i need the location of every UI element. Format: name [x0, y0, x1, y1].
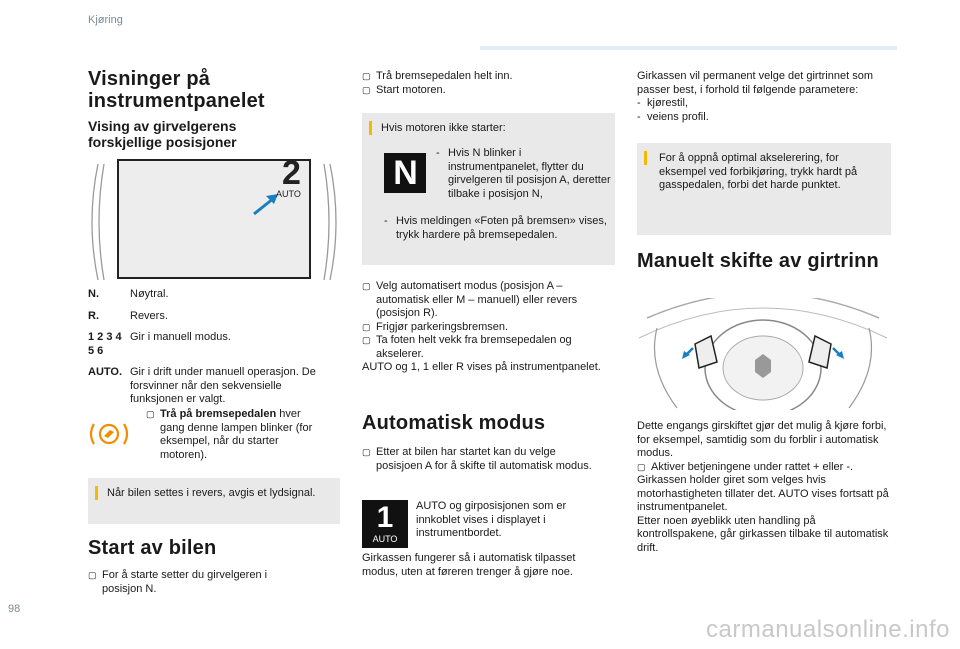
brake-note-text: hver gang denne lampen blinker (for eksempel, når du starter motoren).	[160, 408, 313, 461]
definition-term: R.	[88, 309, 99, 322]
column-2-top-steps	[362, 70, 612, 97]
auto-gear-tile	[362, 500, 408, 548]
square-bullet-icon: ▢	[88, 570, 97, 580]
manual-shift-title: Manuelt skifte av girtrinn	[637, 250, 879, 272]
column-2-mid-steps	[362, 280, 612, 375]
auto-step	[362, 446, 592, 473]
auto-tile-text: AUTO og girposisjonen som er innkoblet vises i displayet i instrumentbordet.	[416, 500, 567, 539]
step-text: Velg automatisert modus (posisjon A – automatisk eller M – manuell) eller revers (posisjon R).	[376, 280, 578, 319]
instrument-cluster-icon	[88, 152, 340, 282]
display-gear-value: 2	[282, 154, 301, 192]
param-item: kjørestil,	[647, 97, 688, 109]
square-bullet-icon: ▢	[637, 461, 646, 472]
definition-term: AUTO.	[88, 366, 123, 378]
manual-para-2: Girkassen holder giret som velges hvis motorhastigheten tillater det. AUTO vises fortsatt på instrumentpanelet.	[637, 474, 889, 513]
info-item-text: Hvis N blinker i instrumentpanelet, flytter du girvelgeren til posisjon A, deretter tilbake i posisjon N,	[448, 147, 611, 200]
n-gear-glyph: N	[393, 154, 417, 192]
auto-closing-text: Girkassen fungerer så i automatisk tilpasset modus, uten at føreren trenger å gjøre noe.	[362, 552, 576, 578]
info-item-1: - Hvis N blinker i instrumentpanelet, flytter du girvelgeren til posisjon A, deretter tilbake i posisjon N,	[436, 147, 611, 200]
watermark: carmanualsonline.info	[706, 616, 950, 643]
display-auto-label: AUTO	[276, 189, 301, 199]
page-number: 98	[8, 603, 21, 615]
info-item-2: - Hvis meldingen «Foten på bremsen» vises, trykk hardere på bremsepedalen.	[384, 215, 612, 242]
page-title-line2: instrumentpanelet	[88, 90, 265, 112]
step-text: Start motoren.	[376, 83, 446, 96]
info-box-text: Når bilen settes i revers, avgis et lydsignal.	[107, 487, 316, 499]
definition-row	[88, 366, 343, 407]
square-bullet-icon: ▢	[362, 84, 371, 95]
brake-note-bold: Trå på bremsepedalen	[160, 408, 277, 420]
mid-tail-text: AUTO og 1, 1 eller R vises på instrumentpanelet.	[362, 361, 601, 373]
info-box-title: Hvis motoren ikke starter:	[381, 122, 506, 134]
definition-text: Gir i manuell modus.	[130, 331, 231, 343]
info-box-reverse	[88, 478, 340, 524]
instrument-display-illustration	[88, 152, 340, 282]
info-box-accent	[369, 121, 372, 135]
step-text: Frigjør parkeringsbremsen.	[376, 320, 509, 333]
info-box-accent	[95, 486, 98, 500]
manual-para-1: Dette engangs girskiftet gjør det mulig å kjøre forbi, for eksempel, samtidig som du forblir i automatisk modus.	[637, 420, 887, 459]
definition-term: 1 2 3 4 5 6	[88, 331, 122, 357]
header-rule	[480, 46, 897, 50]
square-bullet-icon: ▢	[362, 281, 371, 291]
step-text: Ta foten helt vekk fra bremsepedalen og akselerer.	[376, 334, 572, 360]
manual-para-3: Etter noen øyeblikk uten handling på kontrollspakene, går girkassen tilbake til automatisk drift.	[637, 514, 889, 554]
intro-text: Girkassen vil permanent velge det girtrinnet som passer best, i forhold til følgende parametere:	[637, 70, 873, 96]
manual-shift-text	[637, 420, 891, 555]
definition-text: Revers.	[130, 309, 168, 322]
auto-step-text: Etter at bilen har startet kan du velge posisjoen A for å skifte til automatisk modus.	[376, 446, 592, 472]
info-item-text: Hvis meldingen «Foten på bremsen» vises, trykk hardere på bremsepedalen.	[396, 215, 607, 241]
page-title	[88, 68, 343, 112]
step-text: Trå bremsepedalen helt inn.	[376, 70, 513, 82]
column-3-intro: Girkassen vil permanent velge det girtrinnet som passer best, i forhold til følgende parametere: - kjørestil, - veiens profil.	[637, 70, 887, 124]
square-bullet-icon: ▢	[362, 335, 371, 345]
param-item: veiens profil.	[647, 110, 709, 123]
definition-text: Nøytral.	[130, 288, 169, 300]
section-subtitle	[88, 118, 343, 150]
info-box-engine-start	[362, 113, 615, 265]
definition-row	[88, 288, 343, 302]
info-box-accent	[644, 151, 647, 165]
definition-row	[88, 310, 343, 324]
definition-row	[88, 331, 343, 358]
info-box-acceleration	[637, 143, 891, 235]
square-bullet-icon: ▢	[362, 447, 371, 457]
n-gear-tile	[384, 153, 426, 193]
square-bullet-icon: ▢	[362, 71, 371, 81]
auto-tile-label: AUTO	[372, 534, 398, 544]
start-step	[88, 569, 298, 596]
definition-text: Gir i drift under manuell operasjon. De forsvinner når den sekvensielle funksjonen er valgt.	[130, 366, 316, 405]
definition-term: N.	[88, 288, 99, 300]
auto-tile-gear: 1	[376, 501, 394, 534]
page-title-line1: Visninger på	[88, 68, 211, 90]
info-box-text: For å oppnå optimal akselerering, for eksempel ved forbikjøring, trykk hardt på gasspedalen, forbi det harde punktet.	[659, 152, 858, 191]
section-header: Kjøring	[88, 14, 123, 26]
subtitle-line2: forskjellige posisjoner	[88, 134, 237, 150]
subtitle-line1: Vising av girvelgerens	[88, 118, 237, 134]
gear-definitions	[88, 288, 343, 415]
start-step-text: For å starte setter du girvelgeren i posisjon N.	[102, 569, 268, 595]
steering-wheel-paddles-icon	[637, 298, 889, 410]
square-bullet-icon: ▢	[362, 321, 371, 332]
column-1	[88, 68, 343, 150]
brake-note	[146, 408, 326, 462]
auto-mode-title: Automatisk modus	[362, 412, 546, 434]
start-title: Start av bilen	[88, 537, 217, 559]
brake-foot-warning-icon	[88, 420, 130, 448]
square-bullet-icon: ▢	[146, 409, 155, 419]
manual-step: Aktiver betjeningene under rattet + eller -.	[651, 460, 854, 473]
